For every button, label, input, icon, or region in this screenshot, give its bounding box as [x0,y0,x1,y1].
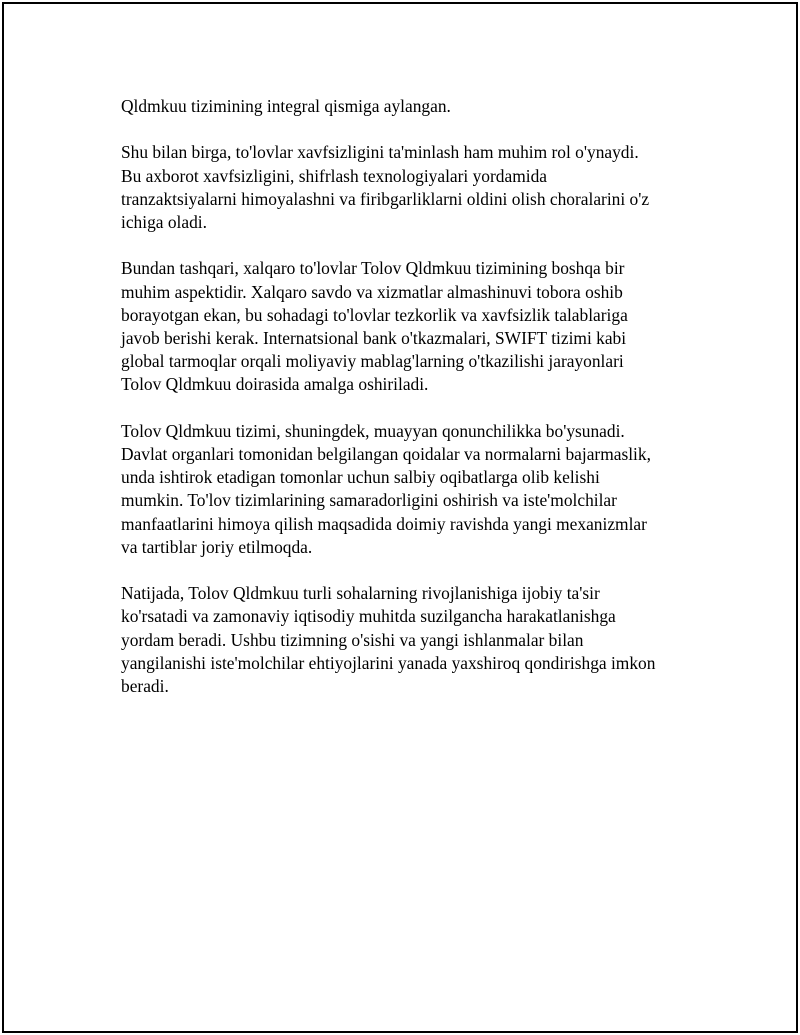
paragraph-line: global tarmoqlar orqali moliyaviy mablag'larning o'tkazilishi jarayonlari [121,351,624,372]
paragraph-line: ichiga oladi. [121,212,207,232]
paragraph-line: va tartiblar joriy etilmoqda. [121,536,313,557]
paragraph-3 [121,257,701,396]
paragraph-line: ko'rsatadi va zamonaviy iqtisodiy muhitda suzilgancha harakatlanishga [121,606,616,627]
paragraph-line: beradi. [121,676,169,697]
paragraph-5 [121,582,701,698]
paragraph-1 [121,95,701,118]
paragraph-line: Shu bilan birga, to'lovlar xavfsizligini ta'minlash ham muhim rol o'ynaydi. [121,142,639,163]
paragraph-line: Bundan tashqari, xalqaro to'lovlar Tolov Qldmkuu tizimining boshqa bir [121,258,625,279]
paragraph-line: Natijada, Tolov Qldmkuu turli sohalarning rivojlanishiga ijobiy ta'sir [121,583,600,604]
paragraph-line: Tolov Qldmkuu doirasida amalga oshiriladi. [121,374,429,395]
page-frame [2,2,798,1033]
paragraph-line: yangilanishi iste'molchilar ehtiyojlarini yanada yaxshiroq qondirishga imkon [121,652,656,673]
paragraph-line: Bu axborot xavfsizligini, shifrlash texnologiyalari yordamida [121,165,547,186]
paragraph-line: manfaatlarini himoya qilish maqsadida doimiy ravishda yangi mexanizmlar [121,513,647,534]
paragraph-line: borayotgan ekan, bu sohadagi to'lovlar tezkorlik va xavfsizlik talablariga [121,304,628,325]
paragraph-line: yordam beradi. Ushbu tizimning o'sishi va yangi ishlanmalar bilan [121,629,584,650]
paragraph-line: muhim aspektidir. Xalqaro savdo va xizmatlar almashinuvi tobora oshib [121,281,623,302]
document-body [121,95,701,721]
paragraph-line: Tolov Qldmkuu tizimi, shuningdek, muayyan qonunchilikka bo'ysunadi. [121,420,625,441]
paragraph-line: unda ishtirok etadigan tomonlar uchun salbiy oqibatlarga olib kelishi [121,467,600,488]
paragraph-line: javob berishi kerak. Internatsional bank o'tkazmalari, SWIFT tizimi kabi [121,328,627,348]
paragraph-line: Davlat organlari tomonidan belgilangan qoidalar va normalarni bajarmaslik, [121,444,651,464]
paragraph-line: tranzaktsiyalarni himoyalashni va firibgarliklarni oldini olish choralarini o'z [121,188,650,209]
paragraph-line: Qldmkuu tizimining integral qismiga aylangan. [121,96,451,116]
paragraph-2 [121,141,701,234]
paragraph-4 [121,420,701,559]
paragraph-line: mumkin. To'lov tizimlarining samaradorligini oshirish va iste'molchilar [121,490,617,511]
